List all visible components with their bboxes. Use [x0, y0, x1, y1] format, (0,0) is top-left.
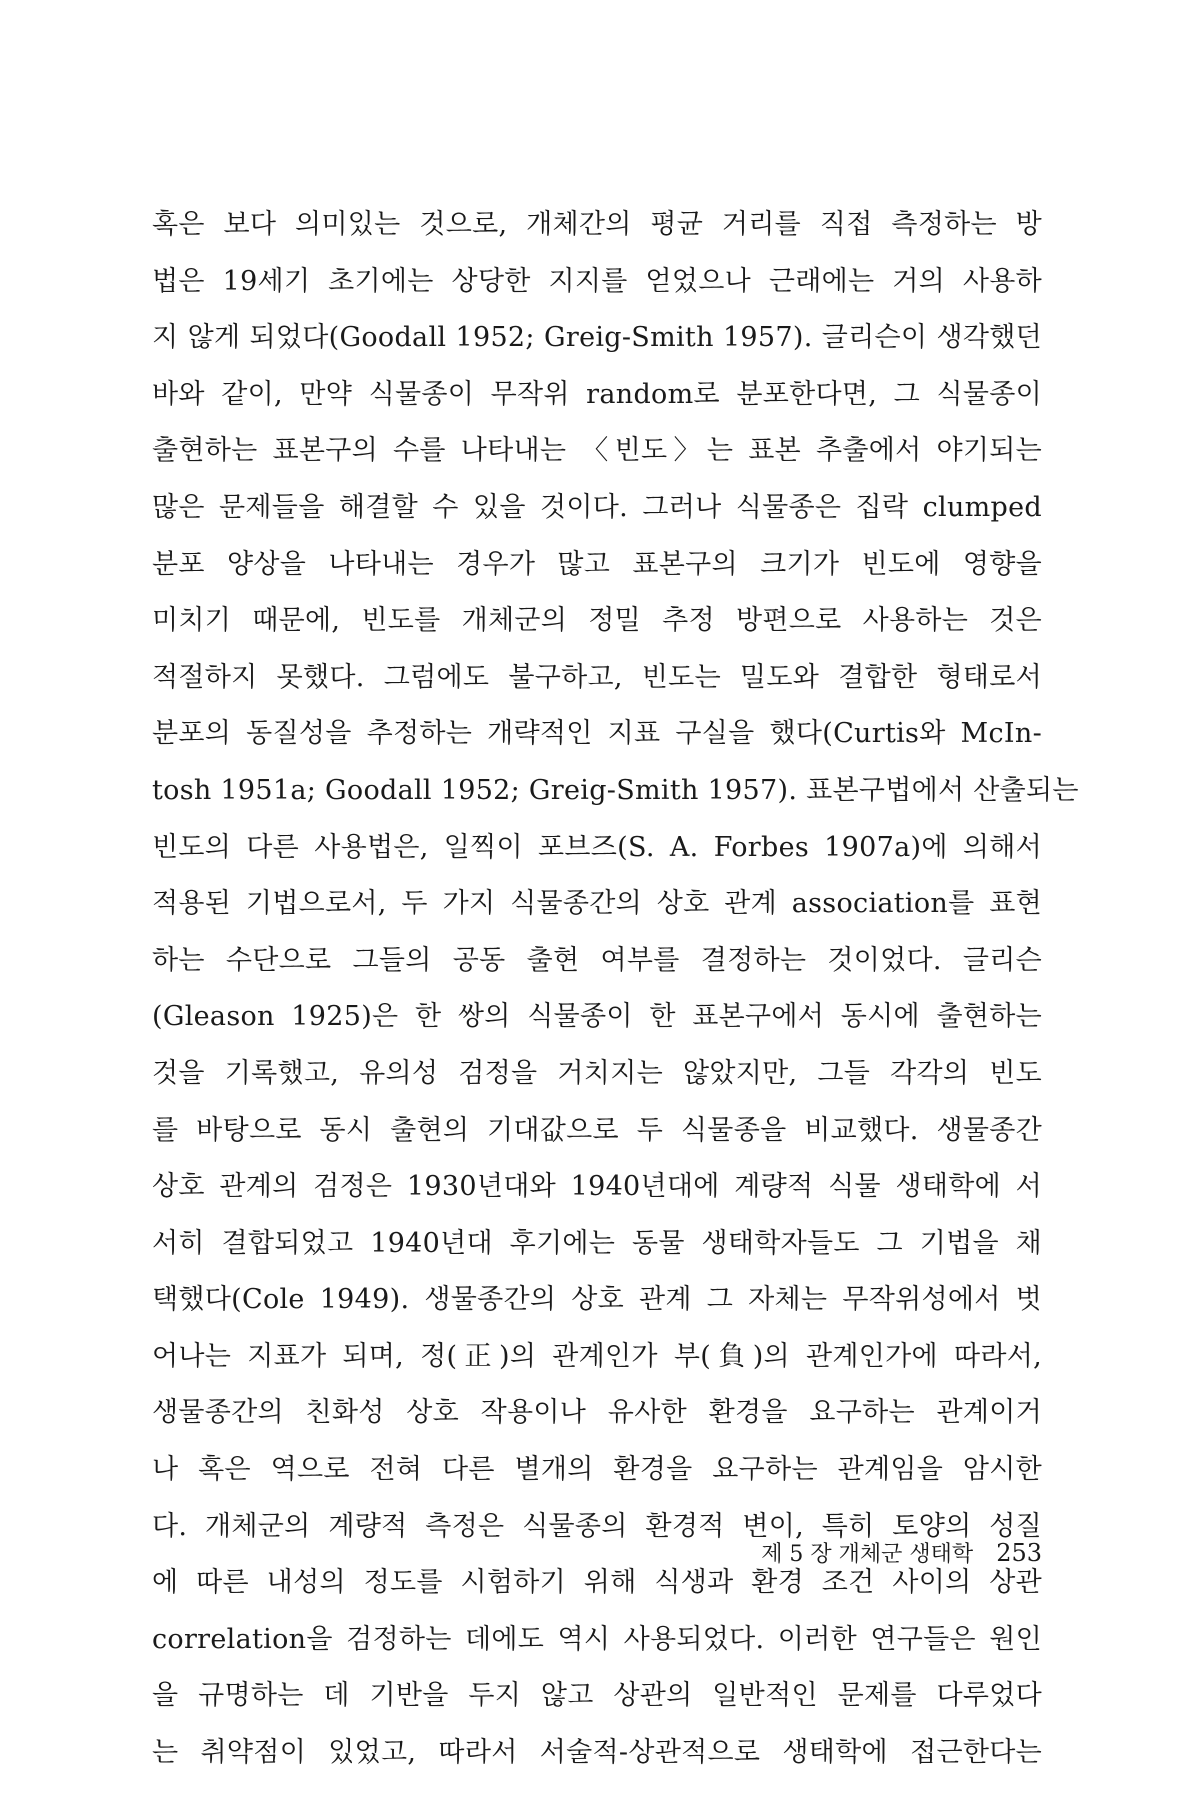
text-line: 출현하는 표본구의 수를 나타내는 〈빈도〉는 표본 추출에서 야기되는: [152, 435, 1042, 467]
text-line: 분포의 동질성을 추정하는 개략적인 지표 구실을 했다(Curtis와 McIn-: [152, 718, 1042, 750]
text-line: 는 취약점이 있었고, 따라서 서술적-상관적으로 생태학에 접근한다는: [152, 1737, 1042, 1769]
page-number: 253: [996, 1539, 1042, 1567]
text-line: 하는 수단으로 그들의 공동 출현 여부를 결정하는 것이었다. 글리슨: [152, 944, 1042, 976]
text-line: 생물종간의 친화성 상호 작용이나 유사한 환경을 요구하는 관계이거: [152, 1397, 1042, 1429]
text-line: 법은 19세기 초기에는 상당한 지지를 얻었으나 근래에는 거의 사용하: [152, 265, 1042, 297]
text-line: 빈도의 다른 사용법은, 일찍이 포브즈(S. A. Forbes 1907a)에 의해서: [152, 831, 1042, 863]
text-line: 나 혹은 역으로 전혀 다른 별개의 환경을 요구하는 관계임을 암시한: [152, 1454, 1042, 1486]
text-line: 을 규명하는 데 기반을 두지 않고 상관의 일반적인 문제를 다루었다: [152, 1680, 1042, 1712]
text-line: tosh 1951a; Goodall 1952; Greig-Smith 1957). 표본구법에서 산출되는: [152, 774, 1079, 806]
text-line: 지 않게 되었다(Goodall 1952; Greig-Smith 1957). 글리슨이 생각했던: [152, 322, 1042, 354]
text-line: 적용된 기법으로서, 두 가지 식물종간의 상호 관계 association를 표현: [152, 888, 1042, 920]
text-line: (Gleason 1925)은 한 쌍의 식물종이 한 표본구에서 동시에 출현하는: [152, 1001, 1042, 1033]
text-line: 분포 양상을 나타내는 경우가 많고 표본구의 크기가 빈도에 영향을: [152, 548, 1042, 580]
text-line: 적절하지 못했다. 그럼에도 불구하고, 빈도는 밀도와 결합한 형태로서: [152, 661, 1042, 693]
text-line: 에 따른 내성의 정도를 시험하기 위해 식생과 환경 조건 사이의 상관: [152, 1567, 1042, 1599]
text-line: 상호 관계의 검정은 1930년대와 1940년대에 계량적 식물 생태학에 서: [152, 1171, 1042, 1203]
text-line: 혹은 보다 의미있는 것으로, 개체간의 평균 거리를 직접 측정하는 방: [152, 209, 1042, 240]
text-line: 서히 결합되었고 1940년대 후기에는 동물 생태학자들도 그 기법을 채: [152, 1227, 1042, 1259]
text-line: 많은 문제들을 해결할 수 있을 것이다. 그러나 식물종은 집락 clumped: [152, 491, 1042, 523]
text-line: 다. 개체군의 계량적 측정은 식물종의 환경적 변이, 특히 토양의 성질: [152, 1510, 1042, 1542]
text-line: correlation을 검정하는 데에도 역시 사용되었다. 이러한 연구들은 원인: [152, 1623, 1042, 1655]
text-line: 바와 같이, 만약 식물종이 무작위 random로 분포한다면, 그 식물종이: [152, 378, 1042, 410]
text-line: 택했다(Cole 1949). 생물종간의 상호 관계 그 자체는 무작위성에서 벗: [152, 1284, 1042, 1316]
page-footer: [761, 1538, 1042, 1570]
text-line: 어나는 지표가 되며, 정(正)의 관계인가 부(負)의 관계인가에 따라서,: [152, 1340, 1042, 1372]
running-footer-chapter: 제 5 장 개체군 생태학: [761, 1542, 974, 1567]
text-line: 것을 기록했고, 유의성 검정을 거치지는 않았지만, 그들 각각의 빈도: [152, 1057, 1042, 1089]
text-line: 미치기 때문에, 빈도를 개체군의 정밀 추정 방편으로 사용하는 것은: [152, 605, 1042, 637]
text-line: 를 바탕으로 동시 출현의 기대값으로 두 식물종을 비교했다. 생물종간: [152, 1114, 1042, 1146]
